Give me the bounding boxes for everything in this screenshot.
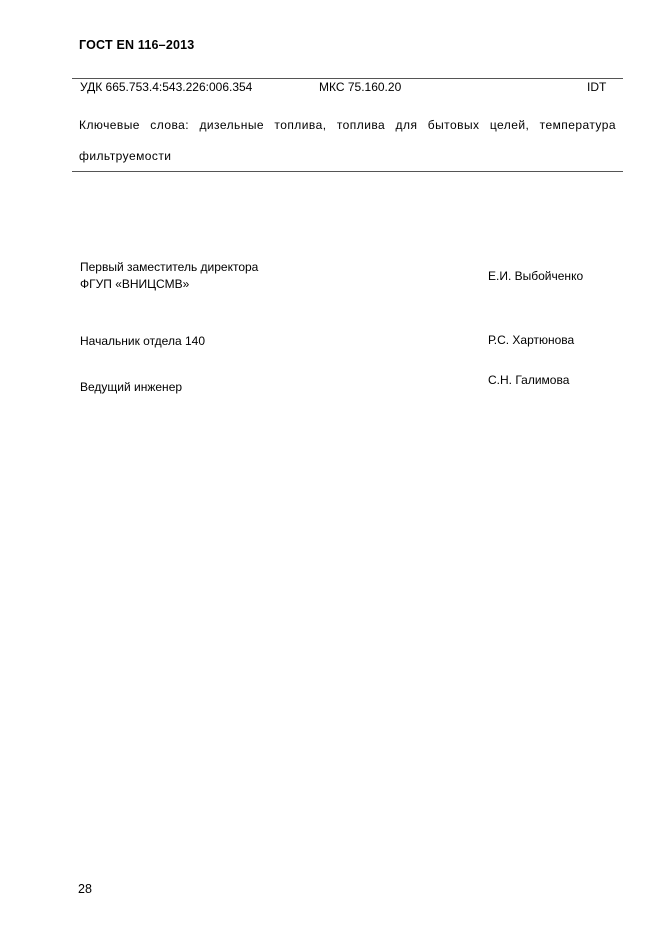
mks-code: МКС 75.160.20 (319, 80, 402, 94)
signature-role-line: Ведущий инженер (80, 380, 183, 394)
signature-role-lead-engineer (80, 379, 182, 396)
page-number: 28 (78, 882, 92, 896)
signature-name-lead-engineer: С.Н. Галимова (488, 373, 570, 387)
document-header-code: ГОСТ EN 116–2013 (79, 38, 195, 52)
signature-role-line: Начальник отдела 140 (80, 334, 205, 348)
udk-code: УДК 665.753.4:543.226:006.354 (80, 80, 253, 94)
signature-name-department-head: Р.С. Хартюнова (488, 333, 575, 347)
bottom-divider (72, 171, 623, 172)
keywords-paragraph: Ключевые слова: дизельные топлива, топлива для бытовых целей, температура фильтруемости (79, 118, 616, 163)
signature-role-director (80, 259, 258, 293)
top-divider (72, 78, 623, 79)
signature-role-line: ФГУП «ВНИЦСМВ» (80, 277, 190, 291)
signature-role-department-head (80, 333, 205, 350)
signature-name-director: Е.И. Выбойченко (488, 269, 584, 283)
idt-label: IDT (587, 80, 607, 94)
signature-role-line: Первый заместитель директора (80, 260, 259, 274)
